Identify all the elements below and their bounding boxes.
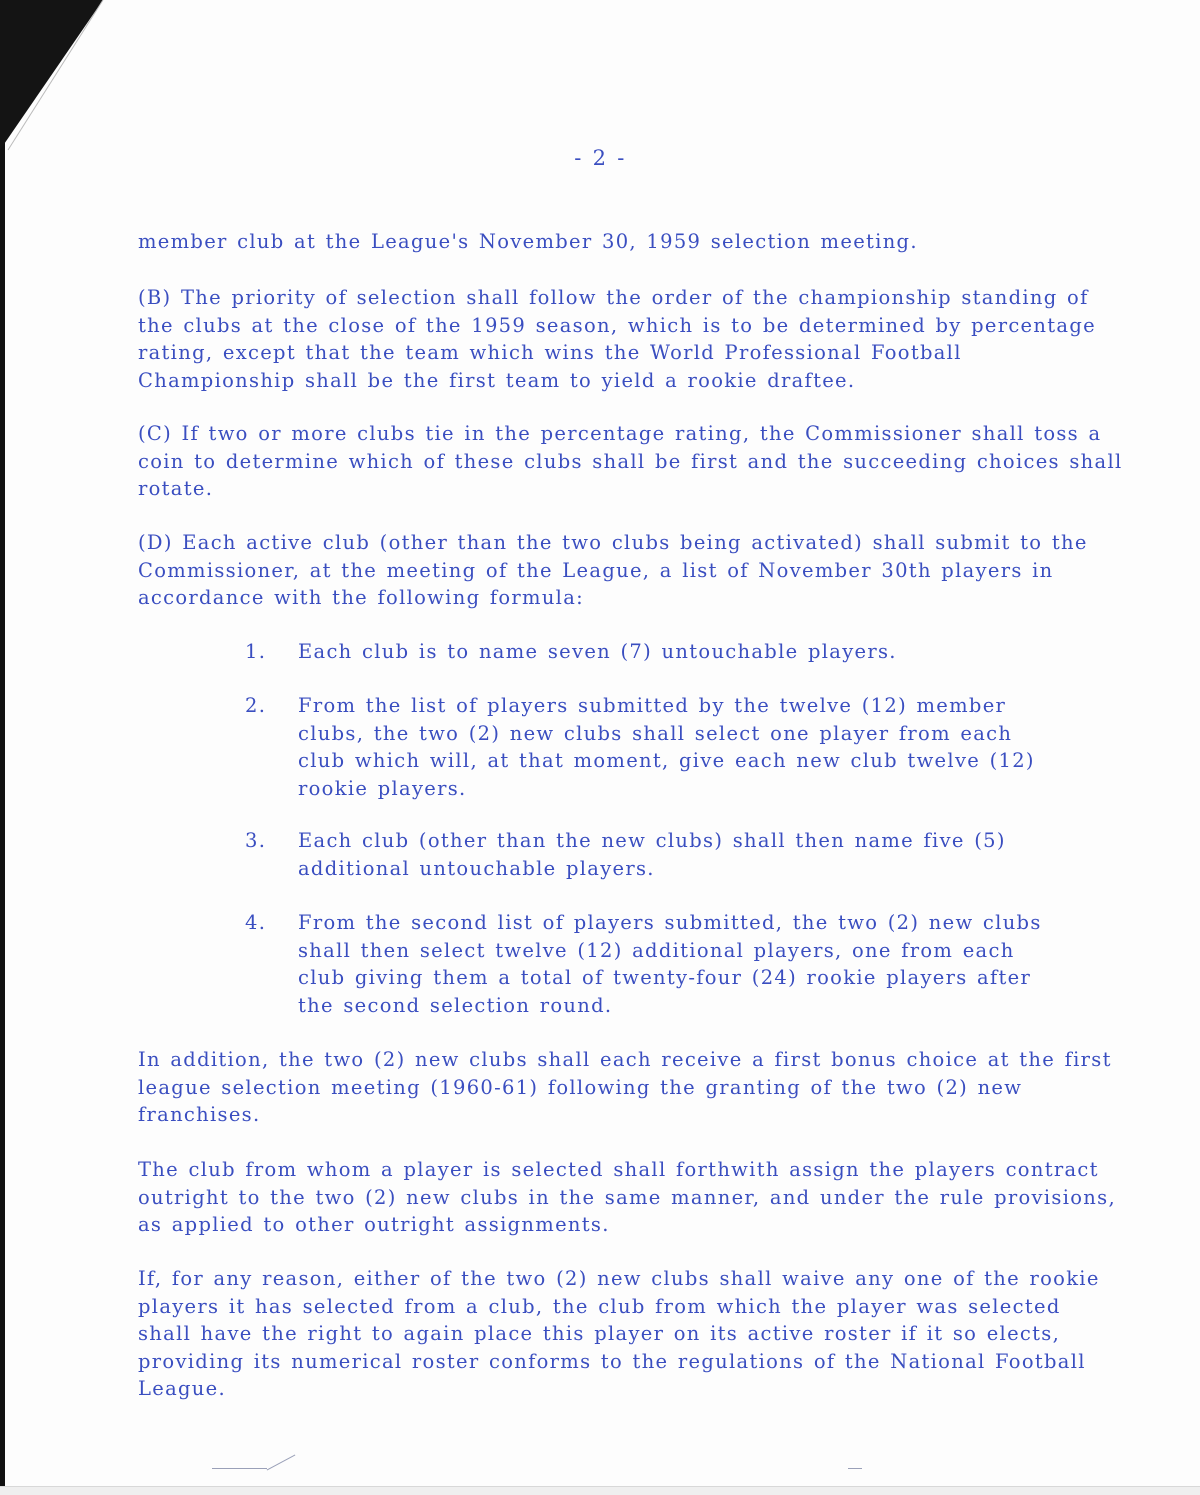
formula-item-number: 2.	[245, 694, 267, 717]
assignment-paragraph: The club from whom a player is selected shall forthwith assign the players contract outright to the two (2) new clubs in the same manner, and under the rule provisions, as applied to other outright assignments.	[138, 1158, 1116, 1236]
formula-item-number: 1.	[245, 640, 267, 663]
addition-paragraph: In addition, the two (2) new clubs shall each receive a first bonus choice at the first league selection meeting (1960-61) following the granting of the two (2) new franchises.	[138, 1048, 1112, 1126]
formula-item-text: From the second list of players submitted, the two (2) new clubs shall then select twelve (12) additional players, one from each club giving them a total of twenty-four (24) rookie players after the second selection round.	[298, 911, 1042, 1017]
page-number: - 2 -	[574, 146, 626, 170]
paragraph-c: (C) If two or more clubs tie in the percentage rating, the Commissioner shall toss a coin to determine which of these clubs shall be first and the succeeding choices shall rotate.	[138, 422, 1123, 500]
intro-paragraph: member club at the League's November 30, 1959 selection meeting.	[138, 230, 918, 253]
formula-item-text: Each club (other than the new clubs) shall then name five (5) additional untouchable players.	[298, 829, 1006, 880]
formula-item-number: 3.	[245, 829, 267, 852]
pencil-mark	[848, 1468, 862, 1469]
scan-bottom-edge	[0, 1486, 1200, 1495]
pencil-mark	[212, 1468, 267, 1469]
formula-item-text: From the list of players submitted by the twelve (12) member clubs, the two (2) new clubs shall select one player from each club which will, at that moment, give each new club twelve (12) rookie players.	[298, 694, 1035, 800]
paragraph-b: (B) The priority of selection shall follow the order of the championship standing of the clubs at the close of the 1959 season, which is to be determined by percentage rating, except that the team which wins the World Professional Football Championship shall be the first team to yield a rookie draftee.	[138, 286, 1096, 392]
folded-corner	[0, 0, 110, 160]
formula-item-number: 4.	[245, 911, 267, 934]
waiver-paragraph: If, for any reason, either of the two (2) new clubs shall waive any one of the rookie players it has selected from a club, the club from which the player was selected shall have the right to again place this player on its active roster if it so elects, providing its numerical roster conforms to the regulations of the National Football League.	[138, 1267, 1100, 1400]
formula-item-text: Each club is to name seven (7) untouchable players.	[298, 640, 897, 663]
scan-left-edge	[0, 0, 5, 1495]
pencil-mark	[267, 1455, 296, 1471]
paragraph-d: (D) Each active club (other than the two clubs being activated) shall submit to the Commissioner, at the meeting of the League, a list of November 30th players in accordance with the following formula:	[138, 531, 1088, 609]
